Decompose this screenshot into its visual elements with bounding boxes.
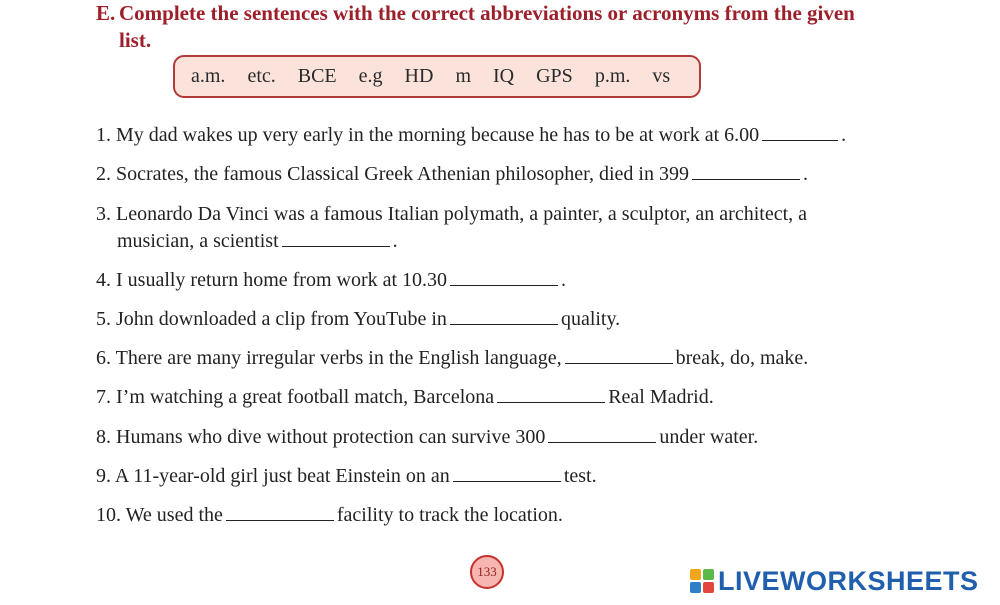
sentence-text-after: . [392, 230, 398, 252]
word-bank-item: etc. [247, 65, 276, 87]
instruction-text-line1: Complete the sentences with the correct abbreviations or acronyms from the given [119, 1, 855, 25]
instruction-text-line2: list. [119, 28, 152, 52]
word-bank [173, 55, 701, 98]
sentence-text-before: My dad wakes up very early in the morning because he has to be at work at 6.00 [116, 124, 760, 146]
sentence-8 [96, 424, 758, 451]
sentence-text-after: Real Madrid. [608, 386, 714, 408]
answer-blank-5[interactable] [450, 306, 558, 325]
sentence-text-before: musician, a scientist [117, 230, 279, 252]
brand-icon-square [690, 582, 701, 593]
sentence-number: 2. [96, 163, 111, 185]
sentence-number: 9. [96, 465, 111, 487]
sentence-number: 8. [96, 426, 111, 448]
word-bank-item: a.m. [191, 65, 226, 87]
sentence-number: 10. [96, 504, 121, 526]
answer-blank-1[interactable] [762, 122, 838, 141]
sentence-number: 5. [96, 308, 111, 330]
word-bank-item: BCE [297, 65, 337, 87]
brand-name: LIVEWORKSHEETS [718, 565, 979, 596]
sentence-number: 4. [96, 269, 111, 291]
exercise-heading [96, 0, 896, 54]
sentence-7 [96, 384, 714, 411]
sentence-2 [96, 161, 808, 188]
sentence-text-before: We used the [125, 504, 223, 526]
brand-logo [690, 566, 979, 596]
sentence-text-after: . [841, 124, 847, 146]
sentence-10 [96, 502, 563, 529]
page-number: 133 [477, 564, 497, 579]
brand-icon-square [703, 582, 714, 593]
sentence-number: 7. [96, 386, 111, 408]
word-bank-item: IQ [493, 65, 515, 87]
answer-blank-7[interactable] [497, 384, 605, 403]
sentence-text-after: . [561, 269, 567, 291]
sentence-text-after: quality. [560, 308, 621, 330]
sentence-text-before: Humans who dive without protection can survive 300 [116, 426, 546, 448]
sentence-continuation [96, 228, 807, 255]
answer-blank-2[interactable] [692, 161, 800, 180]
answer-blank-8[interactable] [548, 424, 656, 443]
word-bank-item: vs [652, 65, 671, 87]
sentence-text-after: . [802, 163, 808, 185]
sentence-6 [96, 345, 808, 372]
sentence-text-after: under water. [659, 426, 759, 448]
sentence-4 [96, 267, 566, 294]
answer-blank-10[interactable] [226, 502, 334, 521]
sentence-text-before: I usually return home from work at 10.30 [116, 269, 448, 291]
sentence-9 [96, 463, 597, 490]
liveworksheets-icon [690, 569, 714, 593]
sentence-number: 6. [96, 347, 111, 369]
sentence-text-before: Socrates, the famous Classical Greek Athenian philosopher, died in 399 [116, 163, 689, 185]
sentence-text-line1: Leonardo Da Vinci was a famous Italian polymath, a painter, a sculptor, an architect, a [116, 203, 808, 225]
word-bank-item: e.g [358, 65, 383, 87]
sentence-3 [96, 201, 807, 255]
exercise-letter: E. [96, 1, 116, 25]
answer-blank-3[interactable] [282, 228, 390, 247]
brand-icon-square [703, 569, 714, 580]
word-bank-item: p.m. [594, 65, 631, 87]
sentence-text-after: facility to track the location. [336, 504, 563, 526]
sentence-text-before: There are many irregular verbs in the English language, [115, 347, 562, 369]
sentence-text-after: break, do, make. [675, 347, 809, 369]
sentence-number: 3. [96, 203, 111, 225]
answer-blank-6[interactable] [565, 345, 673, 364]
sentence-number: 1. [96, 124, 111, 146]
word-bank-item: GPS [536, 65, 573, 87]
answer-blank-9[interactable] [453, 463, 561, 482]
word-bank-item: m [455, 65, 471, 87]
sentence-text-before: I’m watching a great football match, Barcelona [116, 386, 495, 408]
sentence-1 [96, 122, 846, 149]
page-number-badge [470, 555, 504, 589]
word-bank-item: HD [404, 65, 434, 87]
sentence-text-before: John downloaded a clip from YouTube in [116, 308, 447, 330]
sentence-5 [96, 306, 620, 333]
sentence-text-after: test. [563, 465, 597, 487]
brand-icon-square [690, 569, 701, 580]
sentence-text-before: A 11-year-old girl just beat Einstein on an [114, 465, 450, 487]
answer-blank-4[interactable] [450, 267, 558, 286]
